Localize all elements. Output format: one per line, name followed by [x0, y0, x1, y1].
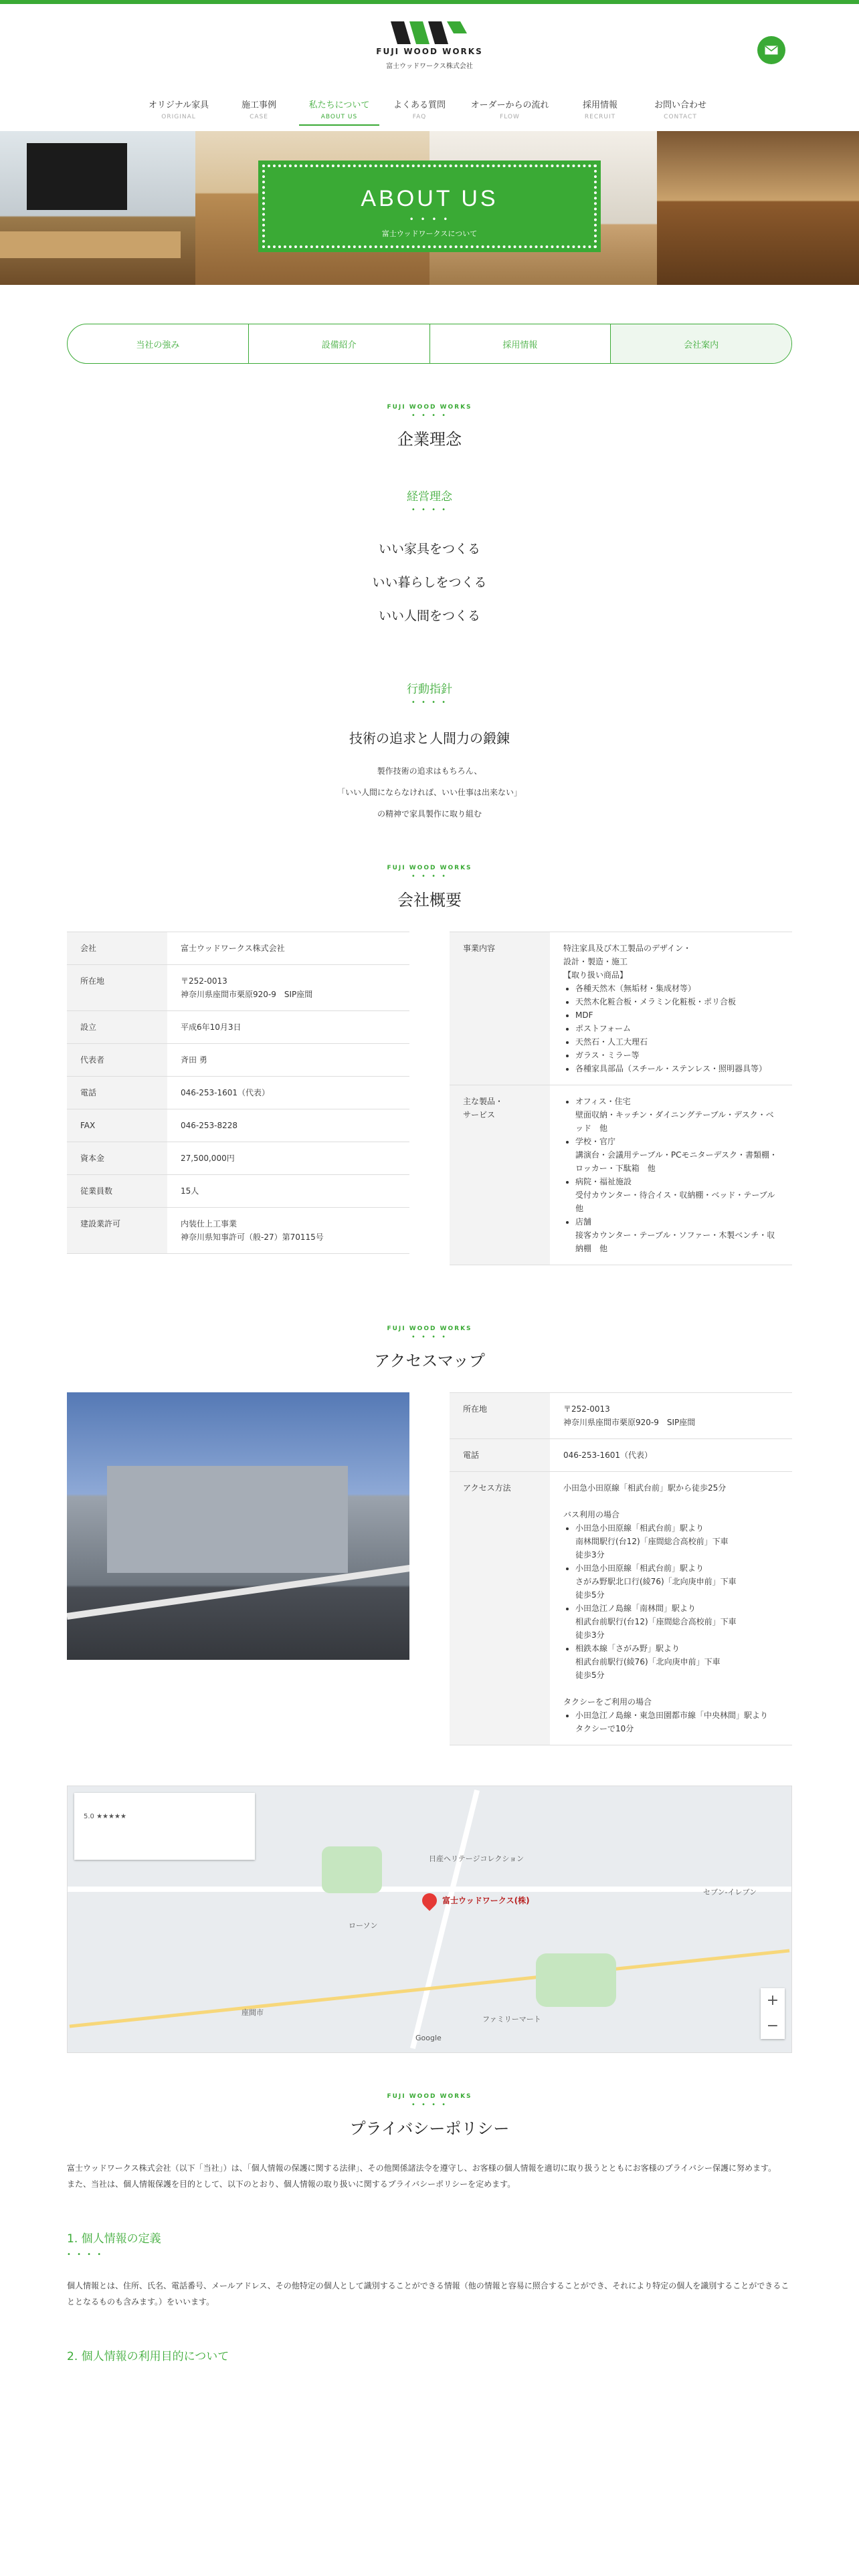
principle-item: いい家具をつくる — [378, 542, 480, 556]
nav-label: オーダーからの流れ — [470, 100, 549, 110]
table-key: 設立 — [67, 1011, 167, 1044]
taxi-list — [563, 1709, 779, 1735]
table-value: 〒252-0013 神奈川県座間市栗原920-9 SIP座間 — [550, 1393, 792, 1439]
section-dots: • • • • — [411, 1333, 448, 1341]
hero-photo-living — [0, 131, 195, 285]
heading-dots: • • • • — [411, 506, 448, 514]
list-item: • 小田急江ノ島線・東急田園都市線「中央林間」駅より タクシーで10分 — [575, 1709, 779, 1735]
nav-item-recruit[interactable] — [560, 98, 640, 126]
product-category: • 学校・官庁 — [575, 1137, 616, 1146]
table-row — [450, 1472, 792, 1745]
section-brand: FUJI WOOD WORKS — [387, 1325, 472, 1332]
taxi-heading: タクシーをご利用の場合 — [563, 1697, 652, 1707]
philosophy-section — [0, 404, 859, 825]
table-value — [550, 932, 792, 1085]
business-info-table — [450, 932, 792, 1265]
list-item — [575, 1135, 779, 1175]
product-category: • オフィス・住宅 — [575, 1097, 631, 1106]
privacy-section-body: 個人情報とは、住所、氏名、電話番号、メールアドレス、その他特定の個人として識別することができる情報（他の情報と容易に照合することができ、それにより特定の個人を識別することができることとなるものも含みます。）をいいます。 — [67, 2281, 789, 2306]
list-item: • 小田急江ノ島線「南林間」駅より 相武台前駅行(台12)「座間総合高校前」下車 徒歩3分 — [575, 1602, 779, 1642]
product-detail: 接客カウンター・テーブル・ソファー・木製ベンチ・収納棚 他 — [575, 1230, 775, 1253]
site-logo[interactable] — [349, 20, 510, 70]
nav-sublabel: CONTACT — [664, 114, 697, 120]
table-key: 従業員数 — [67, 1175, 167, 1208]
mail-icon — [765, 45, 778, 55]
map-label: ファミリーマート — [482, 2015, 541, 2024]
nav-sublabel: RECRUIT — [584, 114, 616, 120]
subnav-equipment[interactable]: 設備紹介 — [249, 324, 430, 363]
table-value: 富士ウッドワークス株式会社 — [167, 932, 409, 965]
nav-item-faq[interactable] — [379, 98, 460, 126]
nav-label: よくある質問 — [393, 100, 446, 110]
principle-item: いい人間をつくる — [378, 609, 480, 623]
hero-banner — [0, 131, 859, 285]
table-value: 046-253-1601（代表） — [167, 1077, 409, 1109]
list-item — [575, 1095, 779, 1135]
business-intro: 特注家具及び木工製品のデザイン・ 設計・製造・施工 【取り扱い商品】 — [563, 944, 692, 980]
map-road — [68, 1887, 791, 1892]
hero-dots: • • • • — [409, 215, 450, 224]
nav-label: 私たちについて — [308, 100, 370, 110]
table-row — [450, 1085, 792, 1265]
logo-company-name: 富士ウッドワークス株式会社 — [386, 63, 473, 70]
privacy-intro: 富士ウッドワークス株式会社（以下「当社」）は、「個人情報の保護に関する法律」、その他関係諸法令を遵守し、お客様の個人情報を適切に取り扱うとともにお客様のプライバシー保護に努めます。 また、当社は、個人情報保護を目的として、以下のとおり、個人情報の取り扱いに関するプライバシーポリシーを定めます。 — [67, 2163, 777, 2189]
map-label: ローソン — [349, 1921, 378, 1930]
table-value: 斉田 勇 — [167, 1044, 409, 1077]
guideline-title: 技術の追求と人間力の鍛錬 — [349, 730, 510, 746]
bus-list — [563, 1521, 779, 1682]
table-value: 15人 — [167, 1175, 409, 1208]
google-logo: Google — [415, 2034, 442, 2042]
google-map[interactable] — [67, 1786, 792, 2053]
map-park — [536, 1953, 616, 2007]
products-list — [563, 1095, 783, 1255]
heading-dots: • • • • — [411, 699, 448, 706]
table-key: 資本金 — [67, 1142, 167, 1175]
nav-item-original[interactable] — [138, 98, 219, 126]
heading-dots: • • • • — [67, 2251, 104, 2258]
section-heading — [0, 865, 859, 910]
access-info-table — [450, 1392, 792, 1745]
subnav-company[interactable]: 会社案内 — [611, 324, 791, 363]
nav-label: 採用情報 — [582, 100, 617, 110]
list-item: • ガラス・ミラー等 — [575, 1049, 779, 1062]
product-category: • 病院・福祉施設 — [575, 1177, 632, 1186]
section-title: プライバシーポリシー — [349, 2119, 510, 2138]
walk-info: 小田急小田原線「相武台前」駅から徒歩25分 — [563, 1483, 727, 1493]
global-nav — [0, 98, 859, 126]
section-heading — [0, 1325, 859, 1371]
map-zoom-control[interactable] — [761, 1988, 785, 2039]
table-key: 主な製品・ サービス — [450, 1085, 550, 1265]
product-category: • 店舗 — [575, 1217, 592, 1226]
map-label: 日産ヘリテージコレクション — [429, 1854, 524, 1863]
list-item: • 各種天然木（無垢材・集成材等） — [575, 982, 779, 995]
table-row — [450, 1393, 792, 1439]
table-row — [67, 1142, 409, 1175]
map-road — [410, 1790, 480, 2049]
table-key: 電話 — [67, 1077, 167, 1109]
mail-button[interactable] — [757, 36, 785, 64]
map-pin-label: 富士ウッドワークス(株) — [442, 1896, 530, 1905]
privacy-section-title: 2. 個人情報の利用目的について — [67, 2350, 229, 2363]
table-value — [550, 1472, 792, 1745]
privacy-section-title: 1. 個人情報の定義 — [67, 2232, 161, 2246]
section-dots: • • • • — [411, 2101, 448, 2109]
product-detail: 受付カウンター・待合イス・収納棚・ベッド・テーブル 他 — [575, 1190, 783, 1213]
zoom-out-icon[interactable]: − — [766, 2018, 779, 2034]
nav-sublabel: ABOUT US — [320, 114, 358, 120]
list-item: • 天然木化粧合板・メラミン化粧板・ポリ合板 — [575, 995, 779, 1008]
access-section — [0, 1325, 859, 1745]
table-key: 所在地 — [450, 1393, 550, 1439]
nav-sublabel: ORIGINAL — [161, 114, 196, 120]
section-brand: FUJI WOOD WORKS — [387, 404, 472, 411]
product-detail: 壁面収納・キッチン・ダイニングテーブル・デスク・ベッド 他 — [575, 1110, 774, 1133]
table-key: 所在地 — [67, 965, 167, 1011]
table-key: FAX — [67, 1109, 167, 1142]
map-park — [322, 1846, 382, 1893]
building-photo — [67, 1392, 409, 1660]
guideline-description — [0, 760, 859, 825]
table-key: 建設業許可 — [67, 1208, 167, 1254]
table-key: 電話 — [450, 1439, 550, 1472]
table-value: 046-253-8228 — [167, 1109, 409, 1142]
logo-mark-icon — [389, 20, 470, 45]
product-detail: 講演台・会議用テーブル・PCモニターデスク・書類棚・ロッカー・下駄箱 他 — [575, 1150, 778, 1173]
map-place-card[interactable] — [74, 1793, 255, 1860]
table-key: 代表者 — [67, 1044, 167, 1077]
nav-item-flow[interactable] — [460, 98, 560, 126]
list-item: • 天然石・人工大理石 — [575, 1035, 779, 1049]
nav-item-case[interactable] — [219, 98, 299, 126]
table-value — [550, 1085, 792, 1265]
logo-brand-text: FUJI WOOD WORKS — [376, 47, 483, 56]
map-pin-icon[interactable] — [419, 1890, 440, 1911]
guideline-heading: 行動指針 — [407, 683, 452, 696]
list-item: • 相鉄本線「さがみ野」駅より 相武台前駅行(綾76)「北向庚申前」下車 徒歩5分 — [575, 1642, 779, 1682]
section-heading — [0, 2093, 859, 2139]
hero-title: ABOUT US — [361, 186, 498, 211]
nav-label: お問い合わせ — [654, 100, 706, 110]
section-heading — [0, 404, 859, 449]
section-dots: • • • • — [411, 412, 448, 419]
about-subnav — [67, 324, 792, 364]
principles-list — [0, 532, 859, 633]
table-row — [450, 932, 792, 1085]
section-title: 企業理念 — [397, 430, 462, 449]
hero-photo-desk — [657, 131, 859, 285]
table-key: 事業内容 — [450, 932, 550, 1085]
section-brand: FUJI WOOD WORKS — [387, 2093, 472, 2100]
nav-label: オリジナル家具 — [148, 100, 209, 110]
table-row — [67, 1109, 409, 1142]
list-item: • 小田急小田原線「相武台前」駅より 南林間駅行(台12)「座間総合高校前」下車 徒歩3分 — [575, 1521, 779, 1562]
table-key: 会社 — [67, 932, 167, 965]
table-row — [67, 1011, 409, 1044]
company-info-table — [67, 932, 409, 1254]
hero-subtitle: 富士ウッドワークスについて — [381, 229, 478, 238]
map-label: 座間市 — [242, 2008, 264, 2017]
guideline-line: 「いい人間にならなければ、いい仕事は出来ない」 — [337, 788, 522, 797]
site-header — [0, 4, 859, 131]
overview-section — [0, 865, 859, 1265]
list-item: • 各種家具部品（スチール・ステンレス・照明器具等） — [575, 1062, 779, 1075]
subnav-recruit[interactable]: 採用情報 — [430, 324, 611, 363]
section-dots: • • • • — [411, 873, 448, 880]
table-row — [67, 1044, 409, 1077]
table-value: 〒252-0013 神奈川県座間市栗原920-9 SIP座間 — [167, 965, 409, 1011]
bus-heading: バス利用の場合 — [563, 1510, 620, 1519]
section-title: 会社概要 — [397, 891, 462, 909]
nav-sublabel: FLOW — [500, 114, 520, 120]
map-label: セブン-イレブン — [703, 1888, 757, 1897]
map-highway — [70, 1949, 790, 2028]
nav-item-about[interactable] — [299, 98, 379, 126]
zoom-in-icon[interactable]: + — [766, 1992, 779, 2009]
table-key: アクセス方法 — [450, 1472, 550, 1745]
nav-sublabel: CASE — [250, 114, 268, 120]
hero-title-badge — [262, 165, 597, 248]
nav-item-contact[interactable] — [640, 98, 721, 126]
table-value: 平成6年10月3日 — [167, 1011, 409, 1044]
principle-heading: 経営理念 — [407, 490, 452, 504]
business-items-list — [563, 982, 779, 1075]
table-value: 内装仕上工事業 神奈川県知事許可（般-27）第70115号 — [167, 1208, 409, 1254]
subnav-strengths[interactable]: 当社の強み — [68, 324, 249, 363]
privacy-section — [0, 2093, 859, 2365]
table-row — [67, 1208, 409, 1254]
list-item — [575, 1215, 779, 1255]
principle-item: いい暮らしをつくる — [372, 575, 487, 590]
section-title: アクセスマップ — [374, 1352, 485, 1370]
table-row — [67, 965, 409, 1011]
table-value: 27,500,000円 — [167, 1142, 409, 1175]
list-item: • ポストフォーム — [575, 1022, 779, 1035]
table-row — [67, 1175, 409, 1208]
guideline-line: の精神で家具製作に取り組む — [377, 809, 482, 819]
table-value: 046-253-1601（代表） — [550, 1439, 792, 1472]
section-brand: FUJI WOOD WORKS — [387, 865, 472, 871]
map-rating: 5.0 ★★★★★ — [84, 1813, 126, 1820]
table-row — [67, 1077, 409, 1109]
nav-sublabel: FAQ — [412, 114, 427, 120]
guideline-line: 製作技術の追求はもちろん、 — [377, 766, 482, 776]
table-row — [450, 1439, 792, 1472]
nav-label: 施工事例 — [241, 100, 276, 110]
list-item: • 小田急小田原線「相武台前」駅より さがみ野駅北口行(綾76)「北向庚申前」下車 徒歩5分 — [575, 1562, 779, 1602]
table-row — [67, 932, 409, 965]
list-item — [575, 1175, 783, 1215]
list-item: • MDF — [575, 1008, 779, 1022]
